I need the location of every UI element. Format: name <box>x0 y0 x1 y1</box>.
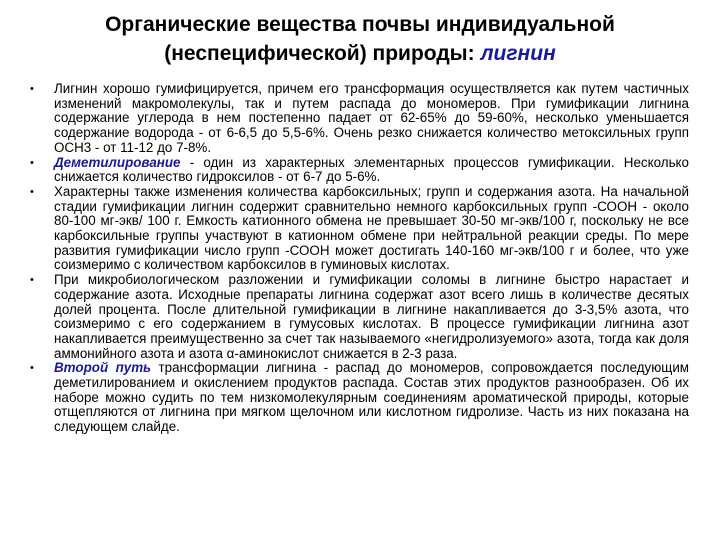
slide-title <box>40 10 680 68</box>
bullet-body: При микробиологическом разложении и гумификации соломы в лигнине быстро нарастает и содержание азота. Исходные препараты лигнина содержат азот всего лишь в количестве десятых долей процента. После длительной гумификации в лигнине накапливается до 3-3,5% азота, что соизмеримо с его содержанием в гумусовых кислотах. В процессе гумификации лигнина азот накапливается преимущественно за счет так называемого «негидролизуемого» азота, тогда как доля аммонийного азота и азота α-аминокислот снижается в 2-3 раза. <box>54 272 689 361</box>
bullet-marker: • <box>30 362 34 375</box>
title-line-2-prefix: (неспецифической) природы: <box>164 42 481 65</box>
bullet-body: Лигнин хорошо гумифицируется, причем его трансформация осуществляется как путем частичных изменений макромолекулы, так и путем распада до мономеров. При гумификации лигнина содержание углерода в нем постепенно падает от 62-65% до 59-60%, несколько уменьшается содержание водорода - от 6-6,5 до 5,5-6%. Очень резко снижается количество метоксильных групп ОСН3 - от 11-12 до 7-8%. <box>54 81 689 155</box>
bullet-body: Характерны также изменения количества карбоксильных; групп и содержания азота. На начальной стадии гумификации лигнин содержит сравнительно немного карбоксильных групп -СООН - около 80-100 мг-экв/ 100 г. Емкость катионного обмена не превышает 30-50 мг-экв/100 г, поскольку не все карбоксильные группы участвуют в катионном обмене при нейтральной реакции среды. По мере развития гумификации число групп -СООН может достигать 140-160 мг-экв/100 г и более, что уже соизмеримо с количеством карбоксилов в гуминовых кислотах. <box>54 183 689 273</box>
bullet-marker: • <box>30 274 34 287</box>
bullet-text <box>54 273 689 361</box>
list-item <box>24 156 689 185</box>
title-line-1: Органические вещества почвы индивидуальной <box>105 13 615 36</box>
bullet-text <box>54 185 689 273</box>
list-item <box>24 361 689 435</box>
bullet-text <box>54 156 689 185</box>
bullet-marker: • <box>30 185 34 198</box>
list-item <box>24 273 689 361</box>
bullet-marker: • <box>30 83 34 95</box>
title-line-2 <box>40 39 680 68</box>
bullet-body: трансформации лигнина - распад до мономеров, сопровождается последующим деметилированием и окислением продуктов распада. Состав этих продуктов разнообразен. Об их наборе можно судить по тем низкомолекулярным соединениям ароматической природы, которые отщепляются от лигнина при мягком щелочном или кислотном гидролизе. Часть из них показана на следующем слайде. <box>54 360 689 435</box>
list-item <box>24 82 689 156</box>
bullet-body: - один из характерных элементарных процессов гумификации. Несколько снижается количество гидроксилов - от 6-7 до 5-6%. <box>54 154 689 185</box>
bullet-text <box>54 82 689 156</box>
bullet-lead: Второй путь <box>54 360 152 376</box>
list-item <box>24 185 689 273</box>
bullet-list <box>24 82 689 435</box>
bullet-text <box>54 361 689 435</box>
bullet-marker: • <box>30 156 34 169</box>
bullet-lead: Деметилирование <box>54 154 181 170</box>
title-accent-word: лигнин <box>480 42 556 65</box>
